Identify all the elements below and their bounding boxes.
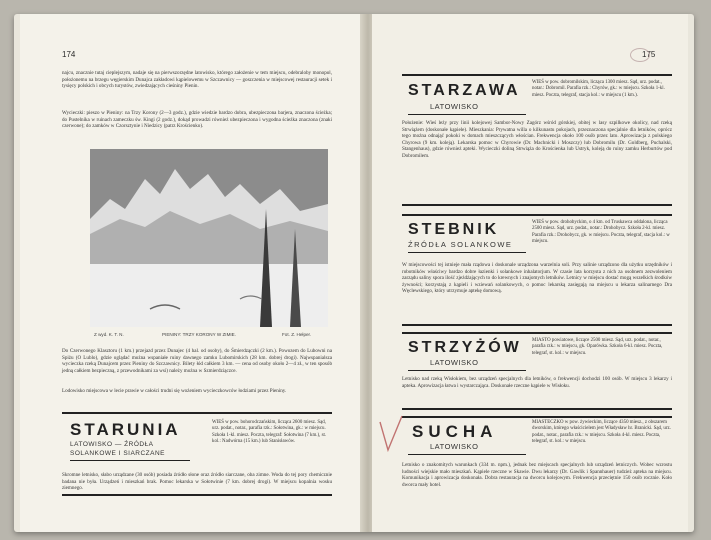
- mountain-photo: [90, 149, 328, 327]
- page-number-right: 175: [642, 50, 656, 59]
- entry-details: WIEŚ w pow. dobromilskim, licząca 1300 miesz. Sąd, urz. podat., notar.: Dobromil. Parafia rzk.: Chyrów, gk.: w miejscu. Szkoła 1-kl. miesz. Poczta, telegraf, stacja kol.: w miejscu (1 km.).: [532, 80, 665, 98]
- entry-bottom-rule: [402, 204, 672, 206]
- entry-details: MIASTECZKO w pow. żywieckim, liczące 4350 miesz., z obszarem dworskim, którego właścicielem jest Władysław hr. Branicki. Sąd, urz. podat., notar., parafia rzk.: w miejscu. Szkoła 4-kl. miesz. Poczta, telegraf, st. kol.: w miejscu.: [532, 420, 671, 444]
- entry-body: Położenie: Wieś leży przy linii kolejowej Sambor-Nowy Zagórz wśród górskiej, obitej w lasy szpilkowe okolicy, nad rzeką Strwiążem (doskonałe kąpiele). Mieszkania: Prywatna willa o kilkunastu pokojach, przeznaczona specjalnie dla letników, oprócz tego można odnająć pokoki w domach mieszczących włościan. Frekwencja około 100 osób przez lato. Aprowizacja z polskiego Chyrowa (9 km. koleją). Lekarska pomoc w Chyrowie (Dr. Machnicki i Moszczy) lub Dobromilu (Dr. Goldberg, Puchalski, Stangenhaus), gdzie również apteki. Wycieczki doliną Strwiąża do Krościenka lub Ustryk, koleją do ruiny zamku Herburtów pod Dobromilem.: [402, 120, 672, 159]
- entry-sub-rule: [70, 460, 190, 461]
- entry-subtitle-1: LATOWISKO — ŹRÓDŁA: [70, 441, 154, 448]
- entry-details: WIEŚ w pow. bohorodczańskim, licząca 2600 miesz. Sąd, urz. podat., notar., parafia rzk.: Sołotwina, gk.: w miejscu. Szkoła 1-kl. miesz. Poczta, telegraf: Sołotwina (7 km.), st. kol.: Nadwórna (15 km.) lub Stanisławów.: [212, 420, 327, 444]
- right-page: [372, 14, 688, 532]
- entry-sub-rule: [408, 370, 526, 371]
- entry-body: Letnisko o znakomitych warunkach (334 m. npm.), jednak bez miejscach specjalnych lub urządzeń letniczych. Wobec wzrostu ludności wiejskie mało mieszkań. Kąpiele rzeczne w Skawie. Dwu lekarzy (Dr. Gawlik i Spannhauer) tudzież apteka na miejscu. Komunikacja i aprowizacja doskonała. Dobra restauracja na dworcu kolejowym. Frekwencja przeciętnie 150 osób rocznie. Koło dworca mały hotel.: [402, 462, 672, 488]
- wycieczki-paragraph: Wycieczki: pieszo w Pieniny: na Trzy Korony (2—3 godz.), gdzie wiedzie bardzo dobra, ubezpieczona barjera, znaczona ścieżka; do Pustelnika w ruinach zameczku św. Kingi (2 godz.), dokąd prowadzi również ubezpieczona i wygodna ścieżka znaczona (znaki czerwone); do zamków w Czorsztynie i Niedzicy (patrz Krościenko).: [62, 110, 332, 130]
- red-check-mark: [376, 412, 406, 456]
- body-paragraph: Do Czerwonego Klasztoru (1 km.) przejazd przez Dunajec (4 hal. od osoby), do Śmierdzączki (2 km.). Powozem do Lubowni na Spiżu (O Lublo), gdzie oglądać można wspaniałe ruiny dawnego zamku Lubomirskich (28 km. dobrej drogi). Najwspanialsza wycieczka rzeką Dunajcem przez Pieniny do Szczawnicy. Bilety łód całkiem 3 km. — cena od osoby około 2—4 zł., w ten sposób jedną całkiem bezpieczną, z przewodnikami za wsi) należy można w Szmierdziączce.: [62, 348, 332, 374]
- entry-details: MIASTO powiatowe, liczące 2500 miesz. Sąd, urz. podat., notar., parafia rzk.: w miejscu, gk. Oparówka. Szkoła 6-kl. miesz. Poczta, telegraf, st. kol.: w miejscu.: [532, 338, 663, 356]
- intro-paragraph: najcu, znacznie tutaj cieplejszym, nadaje się na pierwszorzędne latowisko, którego założenie w tem miejscu, odebraloby monopol, położonemu na brzegu węgierskim Dunajca zakładowi kąpielowemu w Szczawnicy — goszczenia w miejscowej restauracji setek i tysięcy polskich i obcych turystów, zwiedzających cieśniny Pienin.: [62, 70, 332, 90]
- entry-body: Skromne letnisko, słabo urządzane (30 osób) posiada źródło słone oraz źródło siarczane, oba zimne. Woda do tej pory chemicznie badana nie była. Urządzeń i mieszkań brak. Pomoc lekarska w Sołotwinie (7 km. dobrej drogi). W miejscu kopalnia wosku ziemnego.: [62, 472, 332, 492]
- entry-subtitle: LATOWISKO: [430, 358, 479, 367]
- body-paragraph-2: Lodowisko miejscowa w lecie prawie w całości trudni się wożeniem wycieczkowców łodziami przez Pieniny.: [62, 388, 287, 394]
- entry-top-rule: [62, 412, 332, 414]
- entry-title: STARUNIA: [70, 420, 181, 439]
- entry-bottom-rule: [402, 408, 672, 410]
- photo-credit-publisher: Z wyd. K. T. N.: [94, 332, 124, 337]
- entry-top-rule: [402, 332, 672, 334]
- entry-title: SUCHA: [412, 422, 498, 441]
- entry-sub-rule: [408, 114, 526, 115]
- entry-details: WIEŚ w pow. drohobyckim, o 4 km. od Truskawca oddalona, licząca 2500 miesz. Sąd, urz. podat., notar.: Drohobycz. Szkoła 2-kl. miesz. Parafia rzk.: Drohobycz, gk. w miejscu. Poczta, telegraf, stacja kol.: w miejscu.: [532, 220, 670, 244]
- pencil-mark: [630, 48, 650, 62]
- entry-subtitle: LATOWISKO: [430, 442, 479, 451]
- left-page: [20, 14, 366, 532]
- entry-subtitle: LATOWISKO: [430, 102, 479, 111]
- entry-sub-rule: [408, 252, 526, 253]
- entry-top-rule: [402, 74, 672, 76]
- page-number-left: 174: [62, 50, 76, 59]
- entry-body: W miejscowości tej istnieje mała rządowa i doskonale urządzona warzelnia soli. Przy salinie urządzono dla użytku urzędników i robotników właściwy bardzo dobre łazienki i solankowe inhalatorjum. W czasie lata korzysta z nich za osobnem zezwoleniem zarządu saliny spora ilość zjeżdżających to do krewnych i znajomych letników. Letnicy w miejscu dostać mogą wszelkich środków żywności; korzystają z kąpieli i wziewań solankowych, o pomoc lekarską zasięgają na miejscu u lekarza salinarnego Dra Węclewskiego, który utrzymuje aptekę domową.: [402, 262, 672, 295]
- entry-sub-rule: [408, 454, 526, 455]
- photo-credit-photographer: Fot. Z. Hełper.: [282, 332, 312, 337]
- photo-caption: PIENINY: TRZY KORONY W ZIMIE.: [162, 332, 237, 337]
- entry-body: Letnisko nad rzeką Wisłokiem, bez urządzeń specjalnych dla letników, o frekwencji dochodzi 100 osób. W miejscu 3 lekarzy i apteka. Aprowizacja łatwa i wystarczająca. Doskonałe rzeczne kąpiele w Wisłoku.: [402, 376, 672, 389]
- entry-bottom-rule: [62, 494, 332, 496]
- entry-bottom-rule: [402, 324, 672, 326]
- entry-title: STARZAWA: [408, 82, 521, 99]
- entry-title: STRZYŻÓW: [408, 339, 522, 356]
- entry-subtitle: ŹRÓDŁA SOLANKOWE: [408, 240, 513, 249]
- book-spread: [14, 14, 694, 532]
- entry-title: STEBNIK: [408, 221, 500, 238]
- entry-top-rule: [402, 214, 672, 216]
- entry-subtitle-2: SOLANKOWE I SIARCZANE: [70, 450, 166, 457]
- entry-top-rule: [402, 416, 672, 418]
